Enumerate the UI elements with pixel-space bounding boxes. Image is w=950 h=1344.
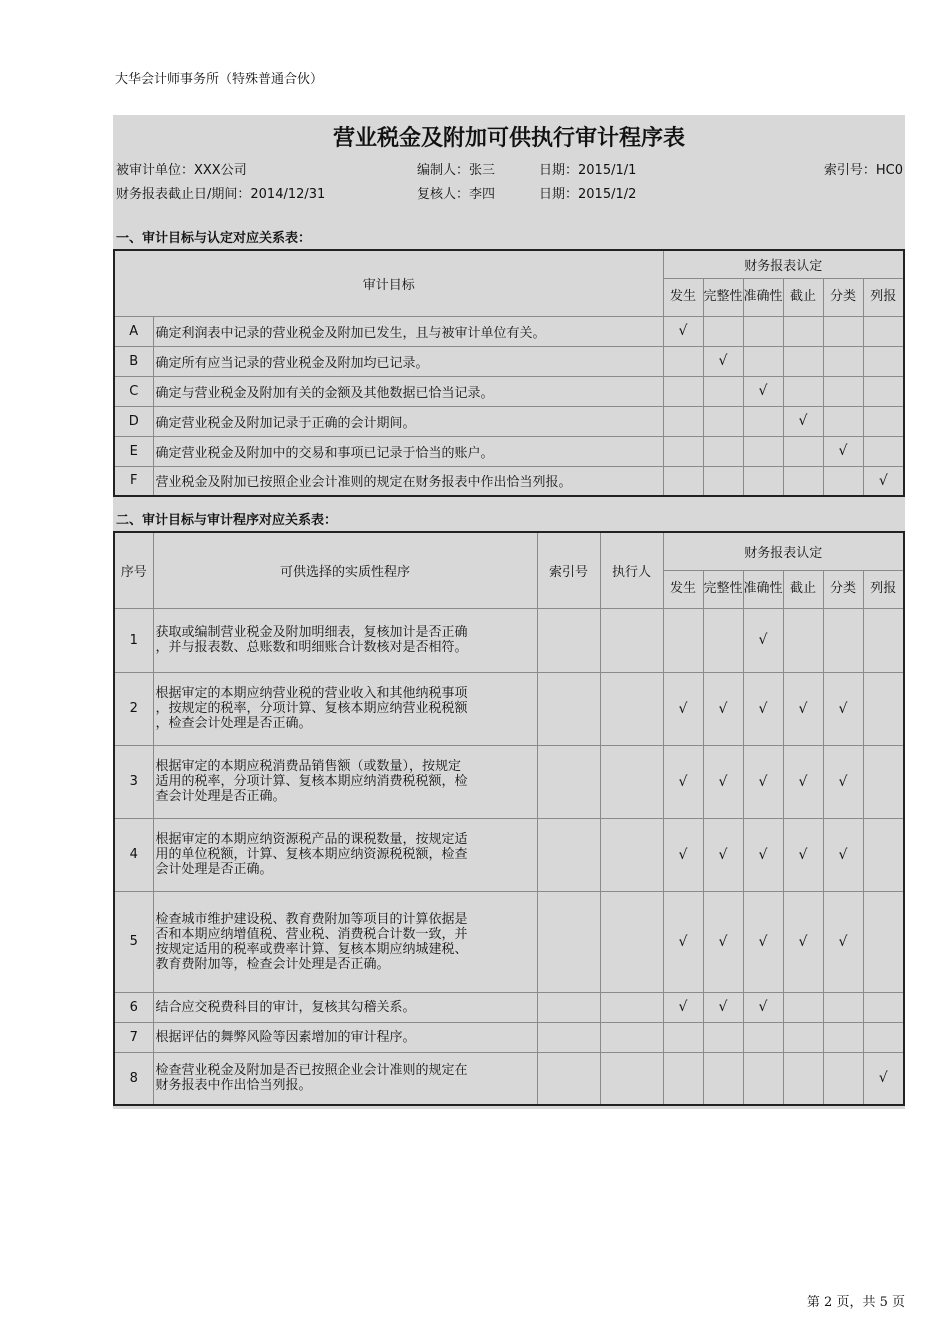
- objective-id: F: [114, 466, 153, 496]
- check-cell: [743, 316, 783, 346]
- table-row: [114, 406, 904, 436]
- check-cell: √: [743, 608, 783, 672]
- executor-cell: [600, 1052, 663, 1105]
- objective-text: 确定营业税金及附加记录于正确的会计期间。: [153, 406, 663, 436]
- table-row: [114, 672, 904, 745]
- col-assertion-group: 财务报表认定: [663, 532, 904, 570]
- check-cell: [863, 818, 904, 891]
- objective-id: C: [114, 376, 153, 406]
- assertion-header: 列报: [863, 278, 904, 316]
- objective-assertion-table: [113, 249, 905, 497]
- check-cell: [743, 346, 783, 376]
- check-cell: [863, 436, 904, 466]
- index-number: 索引号：HC0: [823, 163, 903, 178]
- check-cell: √: [823, 672, 863, 745]
- procedure-text: 根据评估的舞弊风险等因素增加的审计程序。: [153, 1022, 537, 1052]
- check-cell: √: [743, 818, 783, 891]
- check-cell: [863, 346, 904, 376]
- objective-text: 确定与营业税金及附加有关的金额及其他数据已恰当记录。: [153, 376, 663, 406]
- check-cell: √: [783, 891, 823, 992]
- check-cell: √: [703, 891, 743, 992]
- check-cell: [703, 608, 743, 672]
- col-assertion-group: 财务报表认定: [663, 250, 904, 278]
- assertion-header: 发生: [663, 570, 703, 608]
- check-cell: √: [743, 376, 783, 406]
- check-cell: [783, 608, 823, 672]
- check-cell: [823, 992, 863, 1022]
- check-cell: [663, 436, 703, 466]
- check-cell: [663, 466, 703, 496]
- check-cell: [703, 1052, 743, 1105]
- check-cell: [663, 1022, 703, 1052]
- check-cell: √: [783, 406, 823, 436]
- index-cell: [537, 672, 600, 745]
- objective-id: E: [114, 436, 153, 466]
- check-cell: [743, 1022, 783, 1052]
- table-row: [114, 818, 904, 891]
- check-cell: [743, 1052, 783, 1105]
- check-cell: [863, 608, 904, 672]
- firm-name: 大华会计师事务所（特殊普通合伙）: [115, 72, 324, 87]
- procedure-no: 3: [114, 745, 153, 818]
- index-cell: [537, 745, 600, 818]
- procedure-text: 根据审定的本期应纳营业税的营业收入和其他纳税事项 ，按规定的税率，分项计算、复核本期应纳营业税税额 ，检查会计处理是否正确。: [153, 672, 537, 745]
- page-title: 营业税金及附加可供执行审计程序表: [332, 126, 685, 151]
- check-cell: √: [663, 992, 703, 1022]
- objective-procedure-table: [113, 531, 905, 1106]
- executor-cell: [600, 818, 663, 891]
- table-row: [114, 1022, 904, 1052]
- audited-unit: 被审计单位：XXX公司: [116, 163, 247, 178]
- procedure-no: 5: [114, 891, 153, 992]
- procedure-text: 根据审定的本期应纳资源税产品的课税数量，按规定适 用的单位税额，计算、复核本期应纳资源税税额，检查 会计处理是否正确。: [153, 818, 537, 891]
- procedure-no: 1: [114, 608, 153, 672]
- objective-id: D: [114, 406, 153, 436]
- objective-text: 确定利润表中记录的营业税金及附加已发生，且与被审计单位有关。: [153, 316, 663, 346]
- objective-text: 确定营业税金及附加中的交易和事项已记录于恰当的账户。: [153, 436, 663, 466]
- check-cell: [863, 745, 904, 818]
- prep-date: 日期：2015/1/1: [539, 163, 637, 178]
- table-row: [114, 316, 904, 346]
- check-cell: √: [663, 672, 703, 745]
- check-cell: √: [663, 891, 703, 992]
- audit-program-sheet: [113, 115, 905, 1109]
- procedure-text: 检查城市维护建设税、教育费附加等项目的计算依据是 否和本期应纳增值税、营业税、消费税合计数一致，并 按规定适用的税率或费率计算、复核本期应纳城建税、 教育费附加等，检查会计处理是否正确。: [153, 891, 537, 992]
- table-row: [114, 436, 904, 466]
- check-cell: √: [783, 818, 823, 891]
- check-cell: √: [783, 745, 823, 818]
- procedure-no: 6: [114, 992, 153, 1022]
- table-row: [114, 376, 904, 406]
- check-cell: [823, 1052, 863, 1105]
- check-cell: [703, 1022, 743, 1052]
- executor-cell: [600, 608, 663, 672]
- check-cell: √: [663, 745, 703, 818]
- check-cell: √: [823, 745, 863, 818]
- check-cell: [863, 891, 904, 992]
- assertion-header: 截止: [783, 278, 823, 316]
- check-cell: [663, 406, 703, 436]
- check-cell: √: [863, 1052, 904, 1105]
- assertion-header: 完整性: [703, 278, 743, 316]
- table-row: [114, 466, 904, 496]
- check-cell: [823, 608, 863, 672]
- check-cell: √: [863, 466, 904, 496]
- check-cell: [703, 436, 743, 466]
- check-cell: [863, 992, 904, 1022]
- index-cell: [537, 891, 600, 992]
- section1-heading: 一、审计目标与认定对应关系表：: [116, 231, 312, 246]
- check-cell: [703, 406, 743, 436]
- reviewer: 复核人：李四: [417, 187, 496, 202]
- check-cell: √: [823, 891, 863, 992]
- check-cell: [863, 406, 904, 436]
- table-row: [114, 608, 904, 672]
- check-cell: [863, 316, 904, 346]
- executor-cell: [600, 745, 663, 818]
- index-cell: [537, 818, 600, 891]
- assertion-header: 分类: [823, 278, 863, 316]
- check-cell: √: [703, 745, 743, 818]
- check-cell: [823, 346, 863, 376]
- procedure-text: 检查营业税金及附加是否已按照企业会计准则的规定在 财务报表中作出恰当列报。: [153, 1052, 537, 1105]
- check-cell: [743, 466, 783, 496]
- check-cell: [823, 376, 863, 406]
- check-cell: [783, 376, 823, 406]
- preparer: 编制人：张三: [417, 163, 496, 178]
- check-cell: [703, 316, 743, 346]
- index-cell: [537, 992, 600, 1022]
- check-cell: √: [703, 346, 743, 376]
- check-cell: √: [743, 672, 783, 745]
- check-cell: [783, 466, 823, 496]
- procedure-text: 获取或编制营业税金及附加明细表，复核加计是否正确 ，并与报表数、总账数和明细账合计数核对是否相符。: [153, 608, 537, 672]
- assertion-header: 完整性: [703, 570, 743, 608]
- assertion-header: 截止: [783, 570, 823, 608]
- check-cell: [783, 436, 823, 466]
- col-no: 序号: [114, 532, 153, 608]
- period: 财务报表截止日/期间：2014/12/31: [116, 187, 326, 202]
- col-executor: 执行人: [600, 532, 663, 608]
- table-row: [114, 346, 904, 376]
- check-cell: [863, 672, 904, 745]
- check-cell: [663, 608, 703, 672]
- objective-id: B: [114, 346, 153, 376]
- table-row: [114, 1052, 904, 1105]
- check-cell: [663, 376, 703, 406]
- check-cell: √: [823, 818, 863, 891]
- check-cell: [783, 1052, 823, 1105]
- check-cell: √: [743, 745, 783, 818]
- executor-cell: [600, 1022, 663, 1052]
- check-cell: [823, 466, 863, 496]
- procedure-no: 4: [114, 818, 153, 891]
- assertion-header: 准确性: [743, 570, 783, 608]
- check-cell: √: [703, 672, 743, 745]
- check-cell: [823, 316, 863, 346]
- check-cell: [703, 466, 743, 496]
- table-row: [114, 891, 904, 992]
- check-cell: √: [783, 672, 823, 745]
- check-cell: √: [743, 891, 783, 992]
- procedure-no: 2: [114, 672, 153, 745]
- page-number: 第 2 页，共 5 页: [806, 1295, 905, 1310]
- assertion-header: 列报: [863, 570, 904, 608]
- check-cell: [783, 992, 823, 1022]
- check-cell: [743, 406, 783, 436]
- check-cell: √: [663, 316, 703, 346]
- check-cell: √: [703, 992, 743, 1022]
- check-cell: [863, 376, 904, 406]
- objective-id: A: [114, 316, 153, 346]
- table-row: [114, 992, 904, 1022]
- index-cell: [537, 1052, 600, 1105]
- assertion-header: 准确性: [743, 278, 783, 316]
- objective-text: 确定所有应当记录的营业税金及附加均已记录。: [153, 346, 663, 376]
- index-cell: [537, 608, 600, 672]
- index-cell: [537, 1022, 600, 1052]
- check-cell: √: [823, 436, 863, 466]
- procedure-no: 7: [114, 1022, 153, 1052]
- col-objective: 审计目标: [114, 250, 663, 316]
- check-cell: [823, 1022, 863, 1052]
- col-procedure: 可供选择的实质性程序: [153, 532, 537, 608]
- executor-cell: [600, 891, 663, 992]
- check-cell: [663, 1052, 703, 1105]
- check-cell: [703, 376, 743, 406]
- check-cell: [823, 406, 863, 436]
- check-cell: [783, 346, 823, 376]
- table-row: [114, 745, 904, 818]
- check-cell: [663, 346, 703, 376]
- assertion-header: 发生: [663, 278, 703, 316]
- check-cell: √: [743, 992, 783, 1022]
- objective-text: 营业税金及附加已按照企业会计准则的规定在财务报表中作出恰当列报。: [153, 466, 663, 496]
- executor-cell: [600, 992, 663, 1022]
- check-cell: √: [703, 818, 743, 891]
- check-cell: [783, 1022, 823, 1052]
- procedure-text: 结合应交税费科目的审计，复核其勾稽关系。: [153, 992, 537, 1022]
- assertion-header: 分类: [823, 570, 863, 608]
- check-cell: [783, 316, 823, 346]
- check-cell: √: [663, 818, 703, 891]
- check-cell: [743, 436, 783, 466]
- procedure-text: 根据审定的本期应税消费品销售额（或数量），按规定 适用的税率，分项计算、复核本期应纳消费税税额，检 查会计处理是否正确。: [153, 745, 537, 818]
- procedure-no: 8: [114, 1052, 153, 1105]
- review-date: 日期：2015/1/2: [539, 187, 637, 202]
- executor-cell: [600, 672, 663, 745]
- section2-heading: 二、审计目标与审计程序对应关系表：: [116, 513, 338, 528]
- check-cell: [863, 1022, 904, 1052]
- col-index: 索引号: [537, 532, 600, 608]
